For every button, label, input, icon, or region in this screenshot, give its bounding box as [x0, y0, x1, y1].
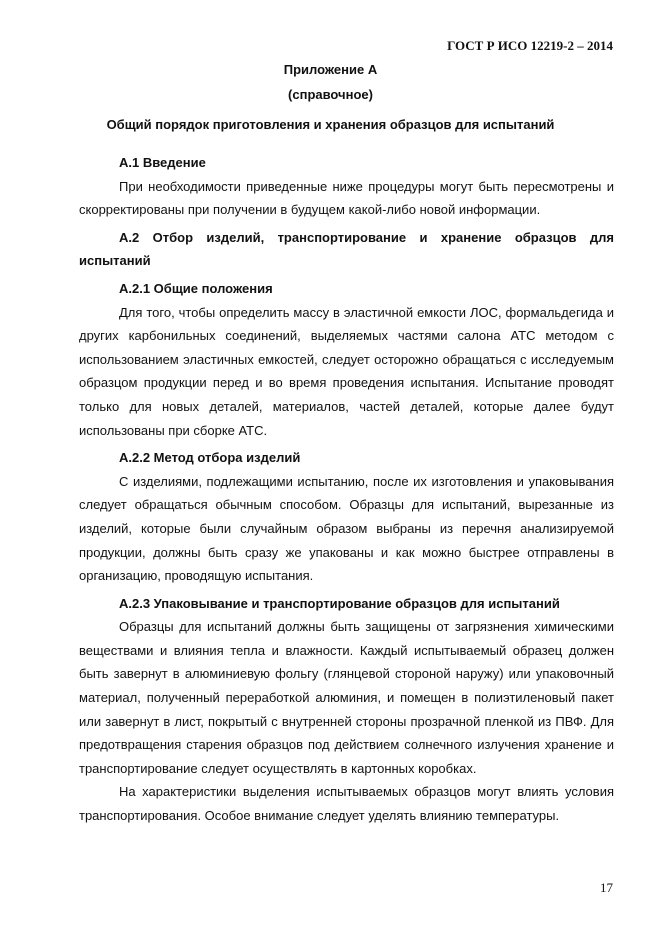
section-a23-text-1: Образцы для испытаний должны быть защищены от загрязнения химическими веществами и влияния тепла и влажности. Каждый испытываемый образец должен быть завернут в алюминиевую фольгу (глянцевой стороной наружу) или упаковочный материал, полученный переработкой алюминия, и помещен в полиэтиленовый пакет или завернут в лист, покрытый с внутренней стороны прозрачной пленкой из ПВФ. Для предотвращения старения образцов под действием солнечного излучения хранение и транспортирование следует осуществлять в картонных коробках. — [79, 619, 614, 776]
document-body — [79, 151, 614, 828]
section-a23-title: А.2.3 Упаковывание и транспортирование образцов для испытаний — [119, 595, 560, 611]
appendix-title: Приложение А — [283, 62, 378, 77]
section-a1-text: При необходимости приведенные ниже процедуры могут быть пересмотрены и скорректированы при получении в будущем какой-либо новой информации. — [79, 178, 614, 218]
appendix-subtitle: (справочное) — [288, 87, 373, 102]
section-a2-title: А.2 Отбор изделий, транспортирование и хранение образцов для испытаний — [79, 229, 614, 269]
section-a1-title: А.1 Введение — [119, 155, 206, 170]
section-a23-text-2: На характеристики выделения испытываемых образцов могут влиять условия транспортирования. Особое внимание следует уделять влиянию температуры. — [79, 784, 614, 824]
section-a21-title: А.2.1 Общие положения — [119, 280, 273, 296]
section-a22-text: С изделиями, подлежащими испытанию, после их изготовления и упаковывания следует обращаться обычным способом. Образцы для испытаний, вырезанные из изделий, которые были случайным образом выбраны из перечня анализируемой продукции, должны быть сразу же упакованы и как можно быстрее отправлены в организацию, проводящую испытания. — [79, 473, 614, 584]
appendix-heading: Общий порядок приготовления и хранения образцов для испытаний — [106, 117, 555, 132]
section-a21-text: Для того, чтобы определить массу в эластичной емкости ЛОС, формальдегида и других карбонильных соединений, выделяемых частями салона АТС методом с использованием эластичных емкостей, следует осторожно обращаться с исследуемым образцом продукции перед и во время проведения испытания. Испытание проводят только для новых деталей, материалов, частей деталей, которые далее будут использованы при сборке АТС. — [79, 304, 614, 438]
section-a22-title: А.2.2 Метод отбора изделий — [119, 450, 301, 466]
page-number: 17 — [600, 880, 613, 895]
document-id: ГОСТ Р ИСО 12219-2 – 2014 — [447, 38, 613, 53]
